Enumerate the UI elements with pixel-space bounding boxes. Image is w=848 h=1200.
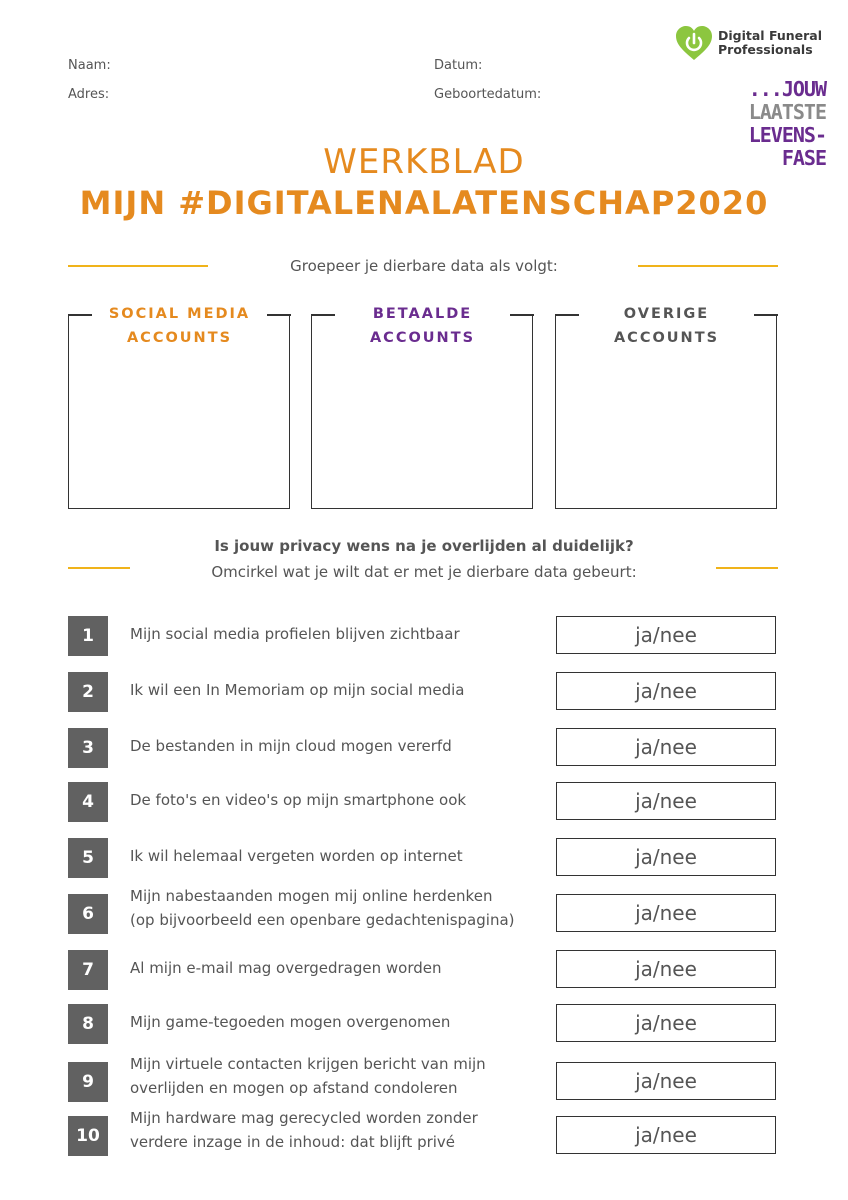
question-text-line: De foto's en video's op mijn smartphone ook: [130, 791, 467, 809]
group-instruction: Groepeer je dierbare data als volgt:: [290, 257, 558, 275]
question-text-line: Mijn hardware mag gerecycled worden zonder: [130, 1109, 478, 1127]
question-row: [0, 1109, 848, 1160]
question-text-line: verdere inzage in de inhoud: dat blijft privé: [130, 1133, 456, 1151]
question-number: 4: [68, 782, 108, 822]
question-number: 7: [68, 950, 108, 990]
question-number: 3: [68, 728, 108, 768]
box-title-line: OVERIGE: [623, 306, 710, 322]
answer-box[interactable]: ja/nee: [556, 672, 776, 710]
answer-box[interactable]: ja/nee: [556, 894, 776, 932]
box-title: [92, 302, 267, 350]
box-title: [335, 302, 510, 350]
privacy-instruction: Omcirkel wat je wilt dat er met je dierbare data gebeurt:: [211, 563, 637, 581]
logo-jlf-line4: FASE: [781, 146, 826, 170]
question-row: [0, 1055, 848, 1106]
answer-box[interactable]: ja/nee: [556, 1004, 776, 1042]
box-other-accounts: [555, 306, 778, 510]
divider-right-2: [716, 567, 778, 569]
heart-power-icon: [674, 24, 714, 62]
box-title-line: SOCIAL MEDIA: [108, 306, 251, 322]
question-row: [0, 672, 848, 716]
address-field-label: Adres:: [68, 87, 110, 102]
birthdate-field-label: Geboortedatum:: [434, 87, 542, 102]
question-text-line: Ik wil helemaal vergeten worden op internet: [130, 847, 463, 865]
box-title-line: BETAALDE: [372, 306, 473, 322]
logo-jlf-line1: ...JOUW: [748, 77, 826, 101]
answer-box[interactable]: ja/nee: [556, 616, 776, 654]
question-row: [0, 782, 848, 826]
box-paid-accounts: [311, 306, 534, 510]
question-text-line: Al mijn e-mail mag overgedragen worden: [130, 959, 442, 977]
question-text: [130, 884, 550, 932]
question-row: [0, 950, 848, 994]
question-number: 2: [68, 672, 108, 712]
answer-box[interactable]: ja/nee: [556, 838, 776, 876]
logo-jlf-line2: LAATSTE: [748, 100, 826, 124]
answer-box[interactable]: ja/nee: [556, 1116, 776, 1154]
logo-text-line1: Digital Funeral: [718, 28, 823, 43]
question-text-line: (op bijvoorbeeld een openbare gedachtenispagina): [130, 911, 515, 929]
question-text-line: Ik wil een In Memoriam op mijn social media: [130, 681, 465, 699]
question-number: 8: [68, 1004, 108, 1044]
question-text-line: De bestanden in mijn cloud mogen vererfd: [130, 737, 452, 755]
name-field-label: Naam:: [68, 58, 111, 73]
question-row: [0, 1004, 848, 1048]
question-text: [130, 956, 550, 980]
question-text: [130, 1052, 550, 1100]
worksheet-title: WERKBLAD: [323, 142, 525, 182]
question-number: 6: [68, 894, 108, 934]
question-text-line: Mijn nabestaanden mogen mij online herdenken: [130, 887, 493, 905]
question-text-line: Mijn virtuele contacten krijgen bericht van mijn: [130, 1055, 486, 1073]
question-text: [130, 844, 550, 868]
answer-box[interactable]: ja/nee: [556, 950, 776, 988]
question-row: [0, 887, 848, 938]
question-row: [0, 838, 848, 882]
box-title: [579, 302, 754, 350]
question-number: 1: [68, 616, 108, 656]
question-number: 5: [68, 838, 108, 878]
logo-text-line2: Professionals: [718, 42, 813, 57]
box-title-line: ACCOUNTS: [369, 330, 476, 346]
question-row: [0, 616, 848, 660]
date-field-label: Datum:: [434, 58, 483, 73]
question-number: 10: [68, 1116, 108, 1156]
box-title-line: ACCOUNTS: [613, 330, 720, 346]
question-text-line: overlijden en mogen op afstand condoleren: [130, 1079, 458, 1097]
question-row: [0, 728, 848, 772]
answer-box[interactable]: ja/nee: [556, 728, 776, 766]
box-title-line: ACCOUNTS: [126, 330, 233, 346]
answer-box[interactable]: ja/nee: [556, 782, 776, 820]
worksheet-subtitle: MIJN #DIGITALENALATENSCHAP2020: [79, 184, 769, 222]
question-text: [130, 1106, 550, 1154]
question-text-line: Mijn social media profielen blijven zichtbaar: [130, 625, 460, 643]
question-text: [130, 1010, 550, 1034]
answer-box[interactable]: ja/nee: [556, 1062, 776, 1100]
box-social-media: [68, 306, 291, 510]
privacy-question: Is jouw privacy wens na je overlijden al duidelijk?: [214, 537, 634, 555]
question-text: [130, 622, 550, 646]
question-text-line: Mijn game-tegoeden mogen overgenomen: [130, 1013, 451, 1031]
digital-funeral-professionals-logo: [674, 24, 822, 62]
question-text: [130, 678, 550, 702]
question-text: [130, 788, 550, 812]
divider-left-2: [68, 567, 130, 569]
question-text: [130, 734, 550, 758]
question-number: 9: [68, 1062, 108, 1102]
logo-jlf-line3: LEVENS-: [748, 123, 826, 147]
